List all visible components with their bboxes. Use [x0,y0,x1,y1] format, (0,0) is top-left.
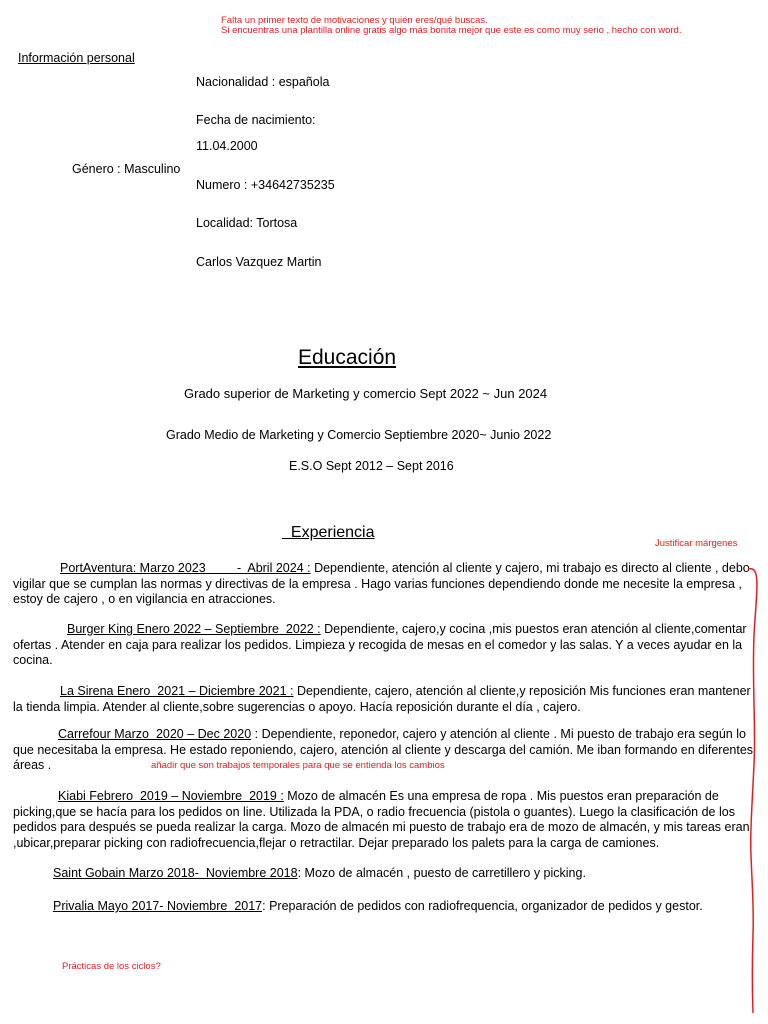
birth-label: Fecha de nacimiento: [196,113,316,127]
job-title: PortAventura: Marzo 2023 - Abril 2024 : [60,561,311,575]
job-description: Mozo de almacén Es una empresa de ropa . Mis puestos eran preparación de picking,que se hacía para los pedidos on line. Utilizada la PDA, o radio frecuencia (pistola o guantes). Luego la clasificación de los pedidos para después se pueda realizar la carga. Mozo de almacén mi puesto de trabajo era de mozo de almacén, y mis tareas eran ,ubicar,preparar picking con radiofrecuencia,flejar o retractilar. Dejar preparado los palets para la carga de camiones. [13,789,750,850]
comment-temporary: añadir que son trabajos temporales para que se entienda los cambios [151,760,445,771]
job-description: Dependiente, cajero,y cocina ,mis puestos eran atención al cliente,comentar ofertas . Atender en caja para realizar los pedidos. Limpieza y recogida de mesas en el comedor y las salas. Y a veces ayudar en la cocina. [13,622,747,667]
personal-heading: Información personal [18,51,135,65]
phone: Numero : +34642735235 [196,178,335,192]
nationality: Nacionalidad : española [196,75,330,89]
birth-date: 11.04.2000 [196,139,258,153]
education-heading: Educación [298,346,397,369]
experience-heading [282,524,375,542]
job-description: : Dependiente, reponedor, cajero y atención al cliente . Mi puesto de trabajo era según lo que necesitaba la empresa. He estado reponiendo, cajero, atención al cliente y descarga del camión. Me iban formando en diferentes áreas . [13,727,754,772]
job-description: : Mozo de almacén , puesto de carretillero y picking. [297,866,586,880]
job-title: Kiabi Febrero 2019 – Noviembre 2019 : [58,789,284,803]
job-entry [13,561,755,608]
education-item: Grado superior de Marketing y comercio Sept 2022 ~ Jun 2024 [184,386,548,401]
comment-practicas: Prácticas de los ciclos? [62,961,161,972]
job-entry [13,684,755,715]
job-title: Saint Gobain Marzo 2018- Noviembre 2018 [53,866,298,880]
job-description: Dependiente, cajero, atención al cliente,y reposición Mis funciones eran mantener la tienda limpia. Atender al cliente,sobre sugerencias o apoyo. Hacía reposición durante el día , cajero. [13,684,751,714]
margin-annotation-line [740,555,768,1015]
job-description: : Preparación de pedidos con radiofrequencia, organizador de pedidos y gestor. [262,899,703,913]
job-title: La Sirena Enero 2021 – Diciembre 2021 : [60,684,294,698]
job-entry [13,789,755,851]
experience-heading-text: Experiencia [290,524,375,541]
job-entry [13,622,755,669]
job-title: Burger King Enero 2022 – Septiembre 2022 : [67,622,321,636]
margin-annotation-stroke [748,569,757,1013]
gender: Género : Masculino [72,162,181,176]
comment-template: Si encuentras una plantilla online gratis algo más bonita mejor que este es como muy serio , hecho con word. [221,25,682,36]
job-entry [13,866,755,882]
locality: Localidad: Tortosa [196,216,298,230]
job-entry [13,899,755,915]
job-title: Privalia Mayo 2017- Noviembre 2017 [53,899,263,913]
job-title: Carrefour Marzo 2020 – Dec 2020 [58,727,252,741]
education-item: Grado Medio de Marketing y Comercio Septiembre 2020~ Junio 2022 [166,428,552,442]
education-item: E.S.O Sept 2012 – Sept 2016 [289,459,454,473]
job-description: Dependiente, atención al cliente y cajero, mi trabajo es directo al cliente , debo vigilar que se cumplan las normas y directivas de la empresa . Hago varias funciones dependiendo donde me necesite la empresa , estoy de cajero , o en vigilancia en atracciones. [13,561,750,606]
full-name: Carlos Vazquez Martin [196,255,322,269]
comment-motivation: Falta un primer texto de motivaciones y quién eres/qué buscas. [221,15,488,26]
comment-justify: Justificar márgenes [655,538,738,549]
